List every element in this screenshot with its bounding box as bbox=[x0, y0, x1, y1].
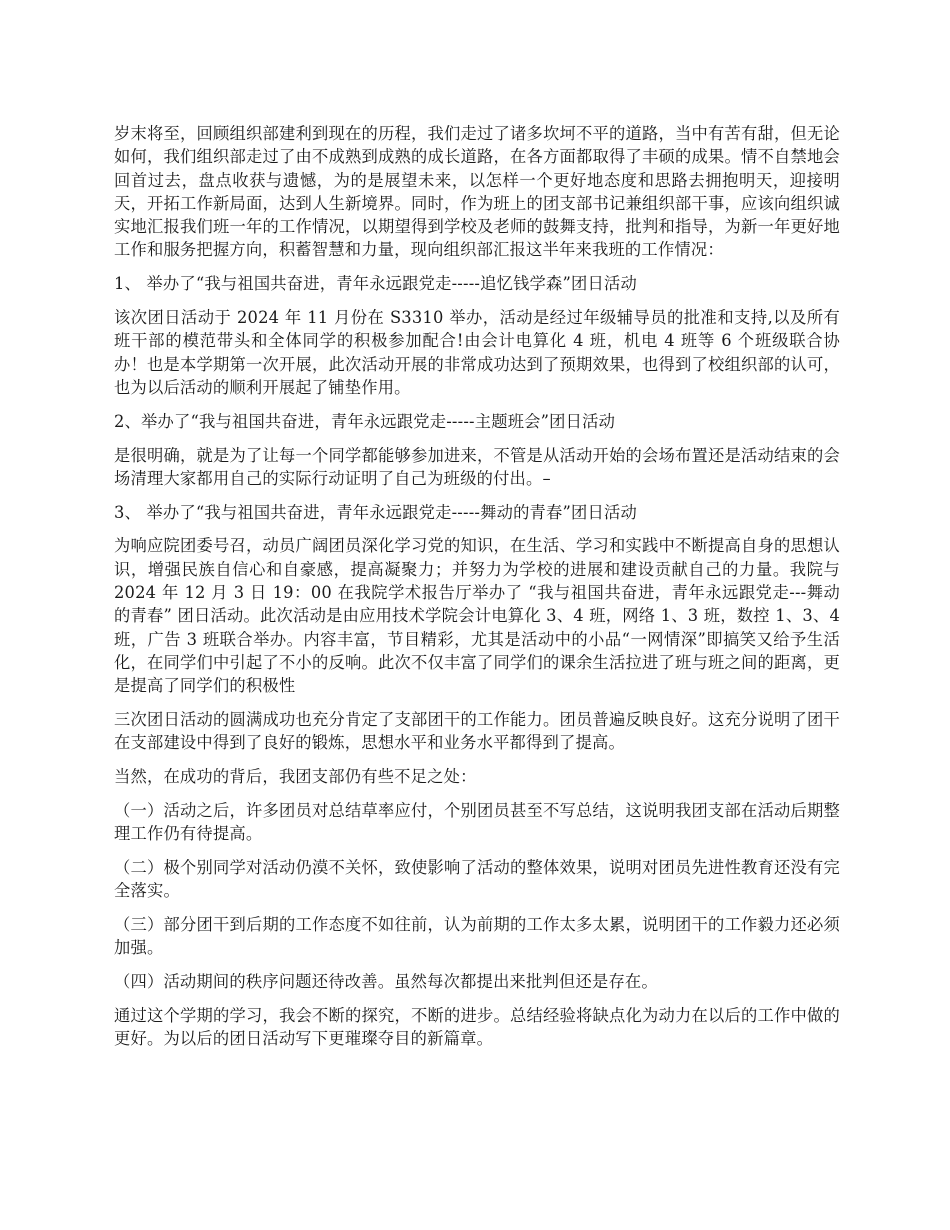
section-heading-3: 3、 举办了“我与祖国共奋进，青年永远跟党走-----舞动的青春”团日活动 bbox=[114, 502, 637, 522]
closing-paragraph: 通过这个学期的学习，我会不断的探究，不断的进步。总结经验将缺点化为动力在以后的工作中做的更好。为以后的团日活动写下更璀璨夺目的新篇章。 bbox=[114, 1006, 840, 1049]
section-1-paragraph: 该次团日活动于 2024 年 11 月份在 S3310 举办，活动是经过年级辅导员的批准和支持,以及所有班干部的模范带头和全体同学的积极参加配合!由会计电算化 4 班，机电 4 班等 6 个班级联合协办！也是本学期第一次开展，此次活动开展的非常成功达到了预期效果，也得到了校组织部的认可，也为以后活动的顺利开展起了铺垫作用。 bbox=[114, 308, 840, 397]
section-heading-2: 2、举办了“我与祖国共奋进，青年永远跟党走-----主题班会”团日活动 bbox=[114, 411, 616, 431]
section-3-paragraph: 为响应院团委号召，动员广阔团员深化学习党的知识，在生活、学习和实践中不断提高自身的思想认识，增强民族自信心和自豪感，提高凝聚力；并努力为学校的进展和建设贡献自己的力量。我院与 2024 年 12 月 3 日 19：00 在我院学术报告厅举办了 “我与祖国共奋进，青年永远跟党走---舞动的青春” 团日活动。此次活动是由应用技术学院会计电算化 3、4 班，网络 1、3 班，数控 1、3、4 班，广告 3 班联合举办。内容丰富，节目精彩，尤其是活动中的小品“一网情深”即搞笑又给予生活化，在同学们中引起了不小的反响。此次不仅丰富了同学们的课余生活拉进了班与班之间的距离，更是提高了同学们的积极性 bbox=[114, 536, 840, 696]
section-heading-1: 1、 举办了“我与祖国共奋进，青年永远跟党走-----追忆钱学森”团日活动 bbox=[114, 274, 637, 294]
shortcoming-item-4: （四）活动期间的秩序问题还待改善。虽然每次都提出来批判但还是存在。 bbox=[114, 972, 658, 992]
shortcoming-item-3: （三）部分团干到后期的工作态度不如往前，认为前期的工作太多太累，说明团干的工作毅力还必须加强。 bbox=[114, 915, 840, 958]
summary-paragraph: 三次团日活动的圆满成功也充分肯定了支部团干的工作能力。团员普遍反映良好。这充分说明了团干在支部建设中得到了良好的锻炼，思想水平和业务水平都得到了提高。 bbox=[114, 710, 840, 753]
section-2-paragraph: 是很明确，就是为了让每一个同学都能够参加进来，不管是从活动开始的会场布置还是活动结束的会场清理大家都用自己的实际行动证明了自己为班级的付出。– bbox=[114, 445, 840, 488]
shortcoming-item-2: （二）极个别同学对活动仍漠不关怀，致使影响了活动的整体效果，说明对团员先进性教育还没有完全落实。 bbox=[114, 858, 840, 901]
shortcoming-item-1: （一）活动之后，许多团员对总结草率应付，个别团员甚至不写总结，这说明我团支部在活动后期整理工作仍有待提高。 bbox=[114, 800, 840, 844]
shortcomings-intro: 当然，在成功的背后，我团支部仍有些不足之处： bbox=[114, 767, 477, 787]
intro-paragraph: 岁末将至，回顾组织部建利到现在的历程，我们走过了诸多坎坷不平的道路，当中有苦有甜，但无论如何，我们组织部走过了由不成熟到成熟的成长道路，在各方面都取得了丰硕的成果。情不自禁地会回首过去，盘点收获与遗憾，为的是展望未来，以怎样一个更好地态度和思路去拥抱明天，迎接明天，开拓工作新局面，达到人生新境界。同时，作为班上的团支部书记兼组织部干事，应该向组织诚实地汇报我们班一年的工作情况，以期望得到学校及老师的鼓舞支持，批判和指导，为新一年更好地工作和服务把握方向，积蓄智慧和力量，现向组织部汇报这半年来我班的工作情况： bbox=[114, 124, 840, 260]
document-body bbox=[114, 122, 840, 1061]
